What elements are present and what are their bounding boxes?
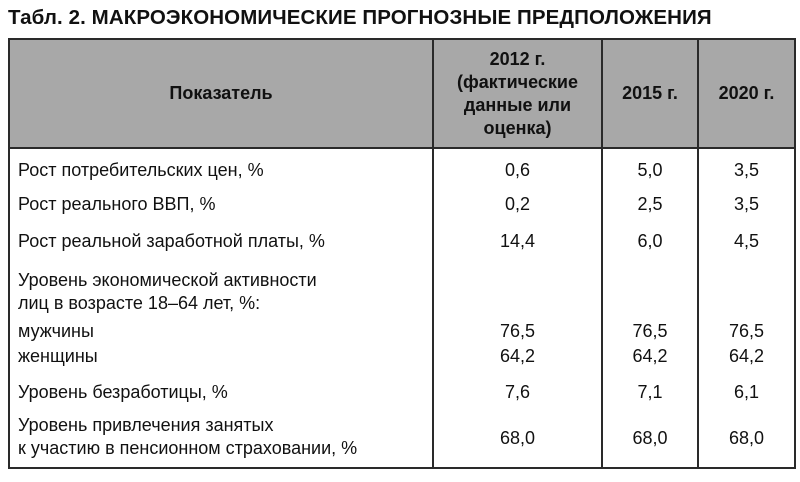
header-2012-line: данные или: [463, 94, 572, 115]
activity-label-line: Уровень экономической активности: [18, 270, 317, 290]
value-2012: 68,0: [433, 410, 602, 468]
value-2015: 64,2: [602, 344, 698, 369]
pension-label-line: к участию в пенсионном страховании, %: [18, 437, 358, 458]
table-row: [9, 186, 795, 223]
value-2020: 4,5: [698, 223, 795, 259]
table-row: [9, 148, 795, 186]
pension-label-line: Уровень привлечения занятых: [18, 414, 274, 435]
value-2015: 5,0: [602, 148, 698, 186]
table-row: [9, 369, 795, 410]
value-2015: 7,1: [602, 369, 698, 410]
value-2012: 14,4: [433, 223, 602, 259]
row-label: мужчины: [9, 319, 433, 344]
header-2012-line: (фактические: [457, 71, 578, 92]
row-label: женщины: [9, 344, 433, 369]
header-2020: 2020 г.: [698, 39, 795, 148]
table-row: [9, 410, 795, 468]
value-2015: 2,5: [602, 186, 698, 223]
header-indicator: Показатель: [9, 39, 433, 148]
value-2012: 64,2: [433, 344, 602, 369]
table-row: [9, 319, 795, 344]
table-title: Табл. 2. МАКРОЭКОНОМИЧЕСКИЕ ПРОГНОЗНЫЕ ПРЕДПОЛОЖЕНИЯ: [8, 6, 712, 29]
row-label: Рост реального ВВП, %: [9, 186, 433, 223]
value-2020: 6,1: [698, 369, 795, 410]
macro-forecast-table: [8, 38, 796, 469]
header-2012: [433, 39, 602, 148]
row-label: Рост реальной заработной платы, %: [9, 223, 433, 259]
header-2012-line: оценка): [483, 117, 552, 138]
row-label: Рост потребительских цен, %: [9, 148, 433, 186]
header-row: [9, 39, 795, 148]
value-2012: 0,6: [433, 148, 602, 186]
value-2015: 76,5: [602, 319, 698, 344]
value-2020: 64,2: [698, 344, 795, 369]
value-2015: 68,0: [602, 410, 698, 468]
value-2020: 76,5: [698, 319, 795, 344]
value-2015: 6,0: [602, 223, 698, 259]
value-2020: 3,5: [698, 148, 795, 186]
value-2020: 68,0: [698, 410, 795, 468]
row-label: Уровень безработицы, %: [9, 369, 433, 410]
table-row: [9, 223, 795, 259]
row-label: [9, 410, 433, 468]
value-2012: 7,6: [433, 369, 602, 410]
table-row: [9, 344, 795, 369]
header-2012-line: 2012 г.: [489, 48, 546, 69]
value-2012: 0,2: [433, 186, 602, 223]
header-2015: 2015 г.: [602, 39, 698, 148]
value-2020: 3,5: [698, 186, 795, 223]
value-2012: 76,5: [433, 319, 602, 344]
row-label: [9, 259, 433, 319]
table-row: [9, 259, 795, 319]
activity-label-line: лиц в возрасте 18–64 лет, %:: [18, 293, 261, 313]
